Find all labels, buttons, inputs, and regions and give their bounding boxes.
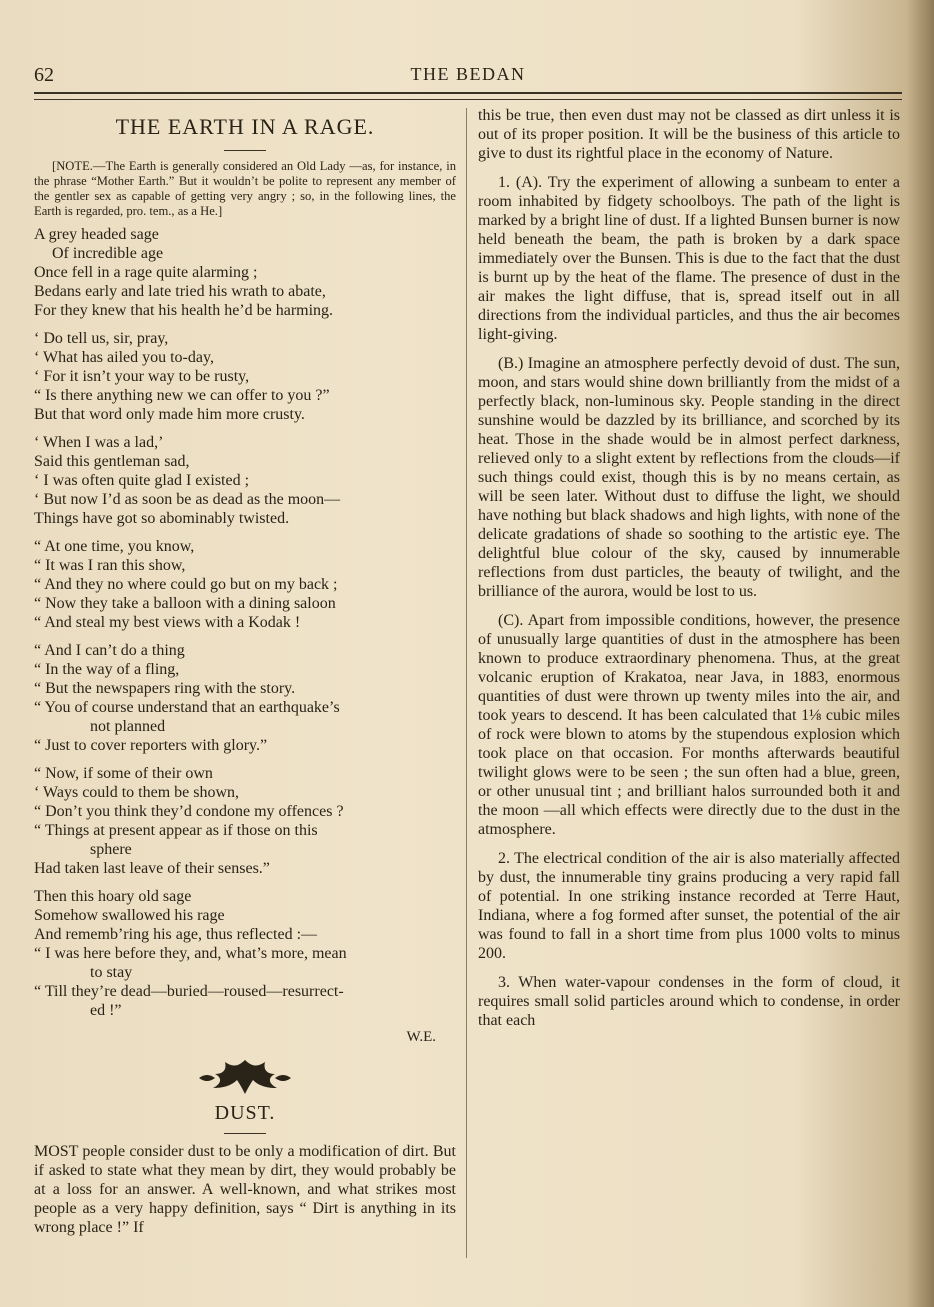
stanza-6 [34,764,456,878]
ornament-icon [197,1054,293,1098]
verse-line: “ It was I ran this show, [34,557,186,574]
verse-line: Of incredible age [52,245,164,262]
title-rule [224,150,266,151]
verse-line: “ And they no where could go but on my back ; [34,576,338,593]
verse-line: ‘ I was often quite glad I existed ; [34,472,250,489]
verse-line: “ Things at present appear as if those on this [34,822,318,839]
verse-line: ‘ But now I’d as soon be as dead as the moon— [34,491,341,508]
dust-section-1c: (C). Apart from impossible conditions, however, the presence of unusually large quantities of dust in the atmosphere has been known to produce extraordinary phenomena. Thus, at the great volcanic eruption of Krakatoa, near Java, in 1883, enormous quantities of dust were thrown up twenty miles into the air, and took years to descend. It has been calculated that 1⅛ cubic miles of rock were blown to atoms by the stupendous explosion which took place on that occasion. For months afterwards beautiful twilight glows were to be seen ; the sun often had a blue, green, or other unusual tint ; and brilliant halos surrounded both it and the moon —all which effects were directly due to the dust in the atmosphere. [478,612,900,838]
verse-line: “ You of course understand that an earthquake’s [34,699,340,716]
verse-line: And rememb’ring his age, thus reflected :— [34,926,318,943]
verse-line: not planned [90,718,166,735]
dust-title-rule [224,1133,266,1134]
dust-section-1a: 1. (A). Try the experiment of allowing a sunbeam to enter a room inhabited by fidgety schoolboys. The path of the light is marked by a bright line of dust. If a lighted Bunsen burner is now held beneath the beam, the path is broken by a dark space immediately over the Bunsen. This is due to the fact that the dust is burnt up by the heat of the flame. The presence of dust in the air makes the light diffuse, that is, spread itself out in all directions from the individual particles, and thus the air becomes light-giving. [478,174,900,343]
stanza-5 [34,641,456,755]
running-title: THE BEDAN [410,64,526,84]
verse-line: But that word only made him more crusty. [34,406,305,423]
verse-line: Bedans early and late tried his wrath to abate, [34,283,326,300]
verse-line: “ Don’t you think they’d condone my offences ? [34,803,344,820]
verse-line: “ I was here before they, and, what’s more, mean [34,945,347,962]
verse-line: Said this gentleman sad, [34,453,190,470]
verse-line: “ Till they’re dead—buried—roused—resurrect- [34,983,344,1000]
verse-line: ‘ When I was a lad,’ [34,434,164,451]
dust-section-1b: (B.) Imagine an atmosphere perfectly devoid of dust. The sun, moon, and stars would shine down brilliantly from the midst of a perfectly black, non-luminous sky. People standing in the direct sunshine would be dazzled by its brilliance, and scorched by its heat. Those in the shade would be in almost perfect darkness, relieved only to a slight extent by reflections from the clouds—if such things could exist, though this is by no means certain, as will be seen later. Without dust to diffuse the light, we should have nothing but black shadows and high lights, with none of the delicate gradations of shade so soothing to the artistic eye. The delightful blue colour of the sky, caused by innumerable reflections from dust particles, the beauty of twilight, and the brilliance of the aurora, would be lost to us. [478,355,900,600]
verse-line: Somehow swallowed his rage [34,907,225,924]
page-header [34,58,902,88]
verse-line: “ And I can’t do a thing [34,642,185,659]
verse-line: Things have got so abominably twisted. [34,510,290,527]
left-column [34,106,456,1237]
page-number: 62 [34,64,54,86]
verse-line: “ Is there anything new we can offer to you ?” [34,387,330,404]
verse-line: Once fell in a rage quite alarming ; [34,264,258,281]
verse-line: ‘ Ways could to them be shown, [34,784,240,801]
verse-line: “ But the newspapers ring with the story. [34,680,296,697]
verse-line: “ Now, if some of their own [34,765,213,782]
verse-line: Then this hoary old sage [34,888,192,905]
dust-continuation: this be true, then even dust may not be classed as dirt unless it is out of its proper position. It will be the business of this article to give to dust its rightful place in the economy of Nature. [478,107,900,162]
verse-line: A grey headed sage [34,226,159,243]
dust-title: DUST. [214,1102,276,1124]
verse-line: “ And steal my best views with a Kodak ! [34,614,301,631]
stanza-3 [34,433,456,528]
verse-line: ‘ What has ailed you to-day, [34,349,214,366]
stanza-4 [34,537,456,632]
poem-note: [NOTE.—The Earth is generally considered an Old Lady —as, for instance, in the phrase “Mother Earth.” But it wouldn’t be polite to represent any member of the gentler sex as capable of getting very angry ; so, in the following lines, the Earth is regarded, pro. tem., as a He.] [34,159,456,218]
column-divider [466,108,467,1258]
verse-line: “ At one time, you know, [34,538,195,555]
verse-line: sphere [90,841,132,858]
verse-line: For they knew that his health he’d be harming. [34,302,334,319]
stanza-2 [34,329,456,424]
verse-line: ed !” [90,1002,122,1019]
poem-signature: W.E. [406,1029,436,1045]
header-rule [34,92,902,100]
verse-line: “ In the way of a fling, [34,661,180,678]
verse-line: to stay [90,964,133,981]
right-column [478,106,900,1040]
poem-title: THE EARTH IN A RAGE. [115,114,375,139]
dust-intro: MOST people consider dust to be only a modification of dirt. But if asked to state what they mean by dirt, they would probably be at a loss for an answer. A well-known, and what strikes most people as a very happy definition, says “ Dirt is anything in its wrong place !” If [34,1143,456,1236]
verse-line: ‘ For it isn’t your way to be rusty, [34,368,250,385]
dust-section-3: 3. When water-vapour condenses in the form of cloud, it requires small solid particles around which to condense, in order that each [478,974,900,1029]
stanza-1 [34,225,456,320]
verse-line: “ Just to cover reporters with glory.” [34,737,268,754]
dust-section-2: 2. The electrical condition of the air is also materially affected by dust, the innumerable tiny grains producing a very rapid fall of potential. In one striking instance recorded at Terre Haut, Indiana, where a fog formed after sunset, the potential of the air was found to fall in a short time from plus 1000 volts to minus 200. [478,850,900,962]
stanza-7 [34,887,456,1020]
verse-line: ‘ Do tell us, sir, pray, [34,330,169,347]
verse-line: Had taken last leave of their senses.” [34,860,270,877]
verse-line: “ Now they take a balloon with a dining saloon [34,595,336,612]
